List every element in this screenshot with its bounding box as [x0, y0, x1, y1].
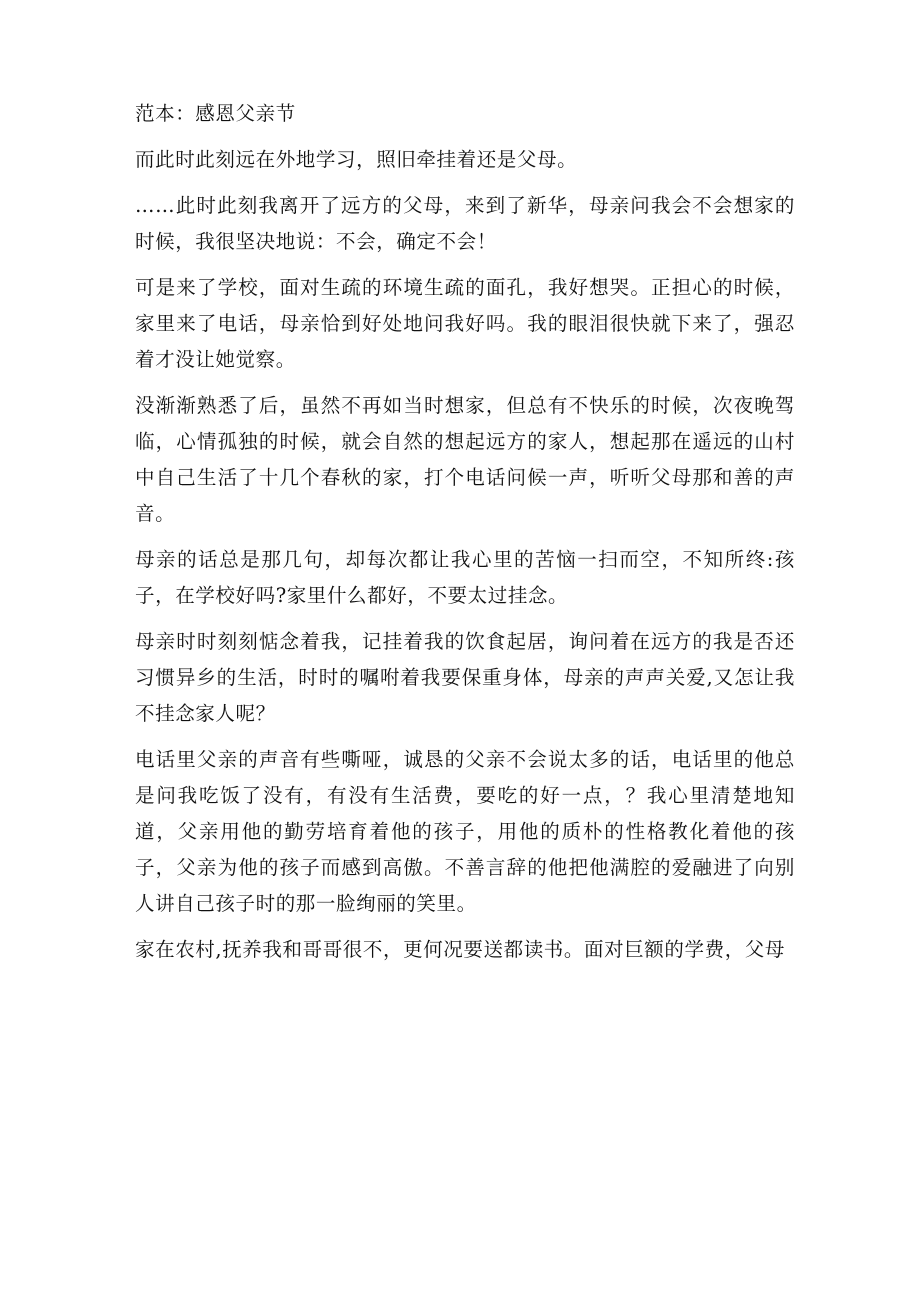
paragraph-7: 电话里父亲的声音有些嘶哑，诚恳的父亲不会说太多的话，电话里的他总是问我吃饭了没有，有没有生活费，要吃的好一点，？我心里清楚地知道，父亲用他的勤劳培育着他的孩子，用他的质朴的性格教化着他的孩子，父亲为他的孩子而感到高傲。不善言辞的他把他满腔的爱融进了向别人讲自己孩子时的那一脸绚丽的笑里。: [135, 748, 795, 915]
paragraph-5: 母亲的话总是那几句，却每次都让我心里的苦恼一扫而空，不知所终:孩子，在学校好吗?家里什么都好，不要太过挂念。: [135, 548, 795, 607]
document-body: [135, 96, 795, 978]
paragraph-4: 没渐渐熟悉了后，虽然不再如当时想家，但总有不快乐的时候，次夜晚驾临，心情孤独的时候，就会自然的想起远方的家人，想起那在遥远的山村中自己生活了十几个春秋的家，打个电话问候一声，听听父母那和善的声音。: [135, 394, 795, 525]
paragraph-2: ……此时此刻我离开了远方的父母，来到了新华，母亲问我会不会想家的时候，我很坚决地说：不会，确定不会！: [135, 194, 795, 253]
paragraph-6: 母亲时时刻刻惦念着我，记挂着我的饮食起居，询问着在远方的我是否还习惯异乡的生活，时时的嘱咐着我要保重身体，母亲的声声关爱,又怎让我不挂念家人呢？: [135, 630, 795, 725]
paragraph-1: 而此时此刻远在外地学习，照旧牵挂着还是父母。: [135, 148, 578, 171]
document-title: 范本：感恩父亲节: [135, 102, 296, 125]
paragraph-8: 家在农村,抚养我和哥哥很不，更何况要送都读书。面对巨额的学费，父母: [135, 938, 785, 961]
paragraph-3: 可是来了学校，面对生疏的环境生疏的面孔，我好想哭。正担心的时候，家里来了电话，母亲恰到好处地问我好吗。我的眼泪很快就下来了，强忍着才没让她觉察。: [135, 276, 795, 371]
